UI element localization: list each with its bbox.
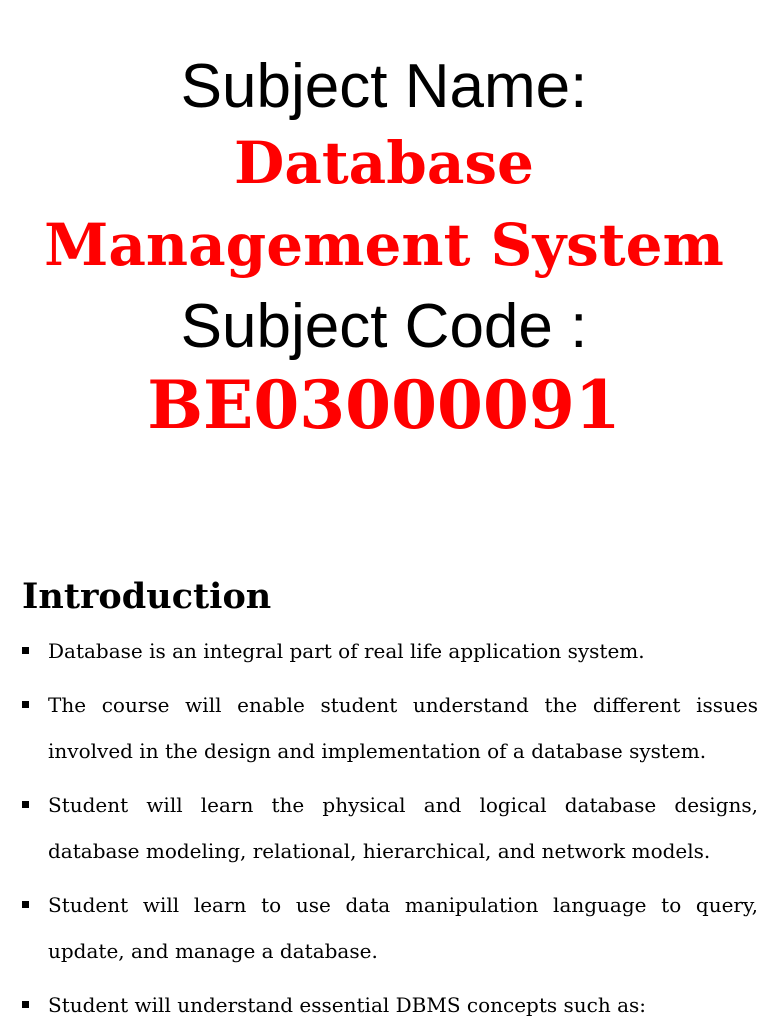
bullet-item (22, 682, 758, 774)
bullet-item (22, 628, 758, 674)
title-block (0, 52, 768, 448)
introduction-heading: Introduction (22, 576, 272, 617)
square-bullet-icon (22, 1001, 29, 1008)
bullet-item (22, 782, 758, 874)
subject-name-label: Subject Name: (180, 52, 588, 121)
subject-code-value: BE03000091 (147, 366, 621, 444)
subject-name-line-2: Management System (44, 211, 724, 279)
square-bullet-icon (22, 901, 29, 908)
square-bullet-icon (22, 701, 29, 708)
bullet-item (22, 982, 758, 1024)
bullet-text: Student will learn to use data manipulation language to query, update, and manage a database. (48, 893, 758, 963)
bullet-item (22, 882, 758, 974)
bullet-text: Database is an integral part of real life application system. (48, 639, 645, 663)
introduction-section (22, 572, 758, 1024)
introduction-bullet-list (22, 628, 758, 1024)
bullet-text: Student will learn the physical and logical database designs, database modeling, relational, hierarchical, and network models. (48, 793, 758, 863)
subject-name-line-1: Database (234, 129, 534, 197)
square-bullet-icon (22, 647, 29, 654)
bullet-text: The course will enable student understand the different issues involved in the design and implementation of a database system. (48, 693, 758, 763)
bullet-text: Student will understand essential DBMS concepts such as: (48, 993, 647, 1017)
subject-code-label: Subject Code : (180, 292, 588, 361)
square-bullet-icon (22, 801, 29, 808)
